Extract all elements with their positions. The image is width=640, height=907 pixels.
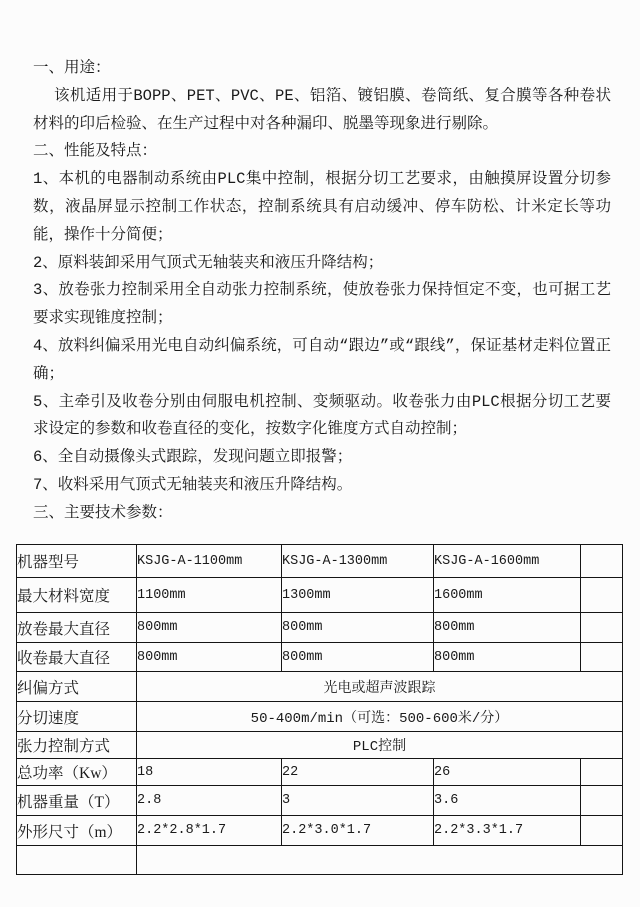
specs-table bbox=[16, 544, 623, 875]
feature-item-7: 7、收料采用气顶式无轴装夹和液压升降结构。 bbox=[33, 475, 353, 494]
empty-cell bbox=[581, 613, 623, 643]
param-value: 26 bbox=[434, 759, 581, 786]
feature-item-2: 2、原料装卸采用气顶式无轴装夹和液压升降结构； bbox=[33, 253, 384, 272]
param-value: 800mm bbox=[137, 643, 282, 672]
empty-cell bbox=[581, 578, 623, 613]
table-row-dimensions bbox=[17, 816, 623, 846]
param-label: 分切速度 bbox=[17, 702, 137, 732]
document-text bbox=[33, 55, 611, 544]
param-label bbox=[17, 846, 137, 875]
param-value: 3 bbox=[282, 786, 434, 816]
feature-item-6: 6、全自动摄像头式跟踪，发现问题立即报警； bbox=[33, 448, 353, 467]
usage-paragraph: 该机适用于BOPP、PET、PVC、PE、铝箔、镀铝膜、卷筒纸、复合膜等各种卷状材料的印后检验、在生产过程中对各种漏印、脱墨等现象进行剔除。 bbox=[33, 86, 611, 133]
feature-item-1: 1、本机的电器制动系统由PLC集中控制，根据分切工艺要求，由触摸屏设置分切参数，液晶屏显示控制工作状态，控制系统具有启动缓冲、停车防松、计米定长等功能，操作十分简便； bbox=[33, 170, 611, 244]
section-heading-usage: 一、用途： bbox=[33, 59, 111, 77]
param-merged-value: PLC控制 bbox=[137, 732, 623, 759]
table-row-unwind-diameter bbox=[17, 613, 623, 643]
param-value: KSJG-A-1600mm bbox=[434, 545, 581, 578]
param-label: 纠偏方式 bbox=[17, 672, 137, 702]
param-label: 张力控制方式 bbox=[17, 732, 137, 759]
feature-item-5: 5、主牵引及收卷分别由伺服电机控制、变频驱动。收卷张力由PLC根据分切工艺要求设定的参数和收卷直径的变化，按数字化锥度方式自动控制； bbox=[33, 392, 611, 439]
param-value: 2.2*3.3*1.7 bbox=[434, 816, 581, 846]
table-row-empty bbox=[17, 846, 623, 875]
param-label: 机器型号 bbox=[17, 545, 137, 578]
param-value: 2.2*2.8*1.7 bbox=[137, 816, 282, 846]
param-value: 3.6 bbox=[434, 786, 581, 816]
param-label: 机器重量（T） bbox=[17, 786, 137, 816]
param-value: 800mm bbox=[282, 613, 434, 643]
param-label: 总功率（Kw） bbox=[17, 759, 137, 786]
empty-cell bbox=[581, 643, 623, 672]
param-value: 18 bbox=[137, 759, 282, 786]
param-value: KSJG-A-1300mm bbox=[282, 545, 434, 578]
param-value: 1300mm bbox=[282, 578, 434, 613]
param-label: 收卷最大直径 bbox=[17, 643, 137, 672]
section-heading-features: 二、性能及特点： bbox=[33, 142, 158, 161]
param-value: KSJG-A-1100mm bbox=[137, 545, 282, 578]
empty-cell bbox=[581, 545, 623, 578]
param-value: 2.2*3.0*1.7 bbox=[282, 816, 434, 846]
feature-item-3: 3、放卷张力控制采用全自动张力控制系统，使放卷张力保持恒定不变，也可据工艺要求实现锥度控制； bbox=[33, 281, 611, 328]
param-merged-value bbox=[137, 846, 623, 875]
param-value: 2.8 bbox=[137, 786, 282, 816]
param-value: 800mm bbox=[434, 643, 581, 672]
section-heading-specs: 三、主要技术参数： bbox=[33, 503, 173, 522]
param-label: 外形尺寸（m） bbox=[17, 816, 137, 846]
param-value: 800mm bbox=[282, 643, 434, 672]
param-value: 22 bbox=[282, 759, 434, 786]
param-value: 800mm bbox=[434, 613, 581, 643]
empty-cell bbox=[581, 786, 623, 816]
empty-cell bbox=[581, 759, 623, 786]
param-merged-value: 光电或超声波跟踪 bbox=[137, 672, 623, 702]
param-value: 1600mm bbox=[434, 578, 581, 613]
feature-item-4: 4、放料纠偏采用光电自动纠偏系统，可自动“跟边”或“跟线”，保证基材走料位置正确； bbox=[33, 336, 611, 383]
empty-cell bbox=[581, 816, 623, 846]
table-row-model bbox=[17, 545, 623, 578]
table-row-tension-control bbox=[17, 732, 623, 759]
table-row-slitting-speed bbox=[17, 702, 623, 732]
param-merged-value: 50-400m/min（可选：500-600米/分） bbox=[137, 702, 623, 732]
table-row-total-power bbox=[17, 759, 623, 786]
table-row-correction-method bbox=[17, 672, 623, 702]
table-row-max-width bbox=[17, 578, 623, 613]
param-value: 1100mm bbox=[137, 578, 282, 613]
table-row-machine-weight bbox=[17, 786, 623, 816]
table-row-rewind-diameter bbox=[17, 643, 623, 672]
param-value: 800mm bbox=[137, 613, 282, 643]
param-label: 最大材料宽度 bbox=[17, 578, 137, 613]
param-label: 放卷最大直径 bbox=[17, 613, 137, 643]
